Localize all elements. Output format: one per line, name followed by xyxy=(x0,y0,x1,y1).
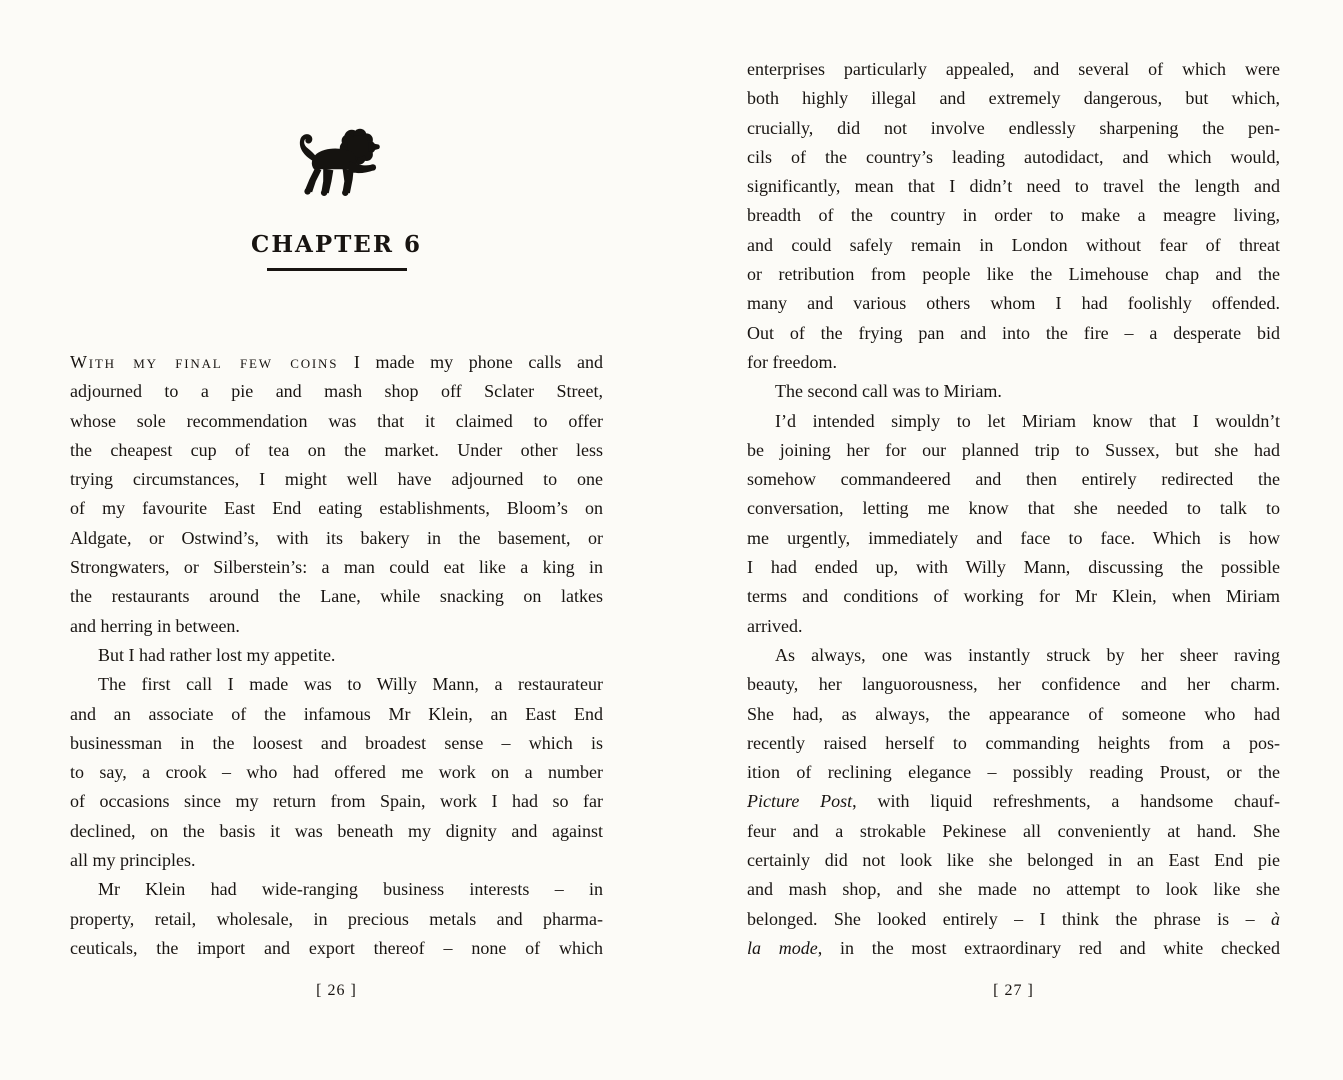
lion-ornament-icon xyxy=(291,124,383,198)
body-text: terms and conditions of working for Mr Klein, when Miriam xyxy=(747,586,1280,607)
smallcaps-opener: With my final few coins xyxy=(70,352,339,372)
body-text: Strongwaters, or Silberstein’s: a man could eat like a king in xyxy=(70,557,603,578)
text-line xyxy=(70,348,603,377)
body-text: Aldgate, or Ostwind’s, with its bakery in the basement, or xyxy=(70,527,603,548)
body-text: and an associate of the infamous Mr Klein, an East End xyxy=(70,703,603,724)
text-line xyxy=(747,670,1280,699)
body-text: the restaurants around the Lane, while snacking on latkes xyxy=(70,586,603,607)
body-text: I made my phone calls and xyxy=(338,352,603,372)
body-text: somehow commandeered and then entirely redirected the xyxy=(747,469,1280,490)
text-line xyxy=(747,524,1280,553)
body-text: The second call was to Miriam. xyxy=(775,381,1002,402)
page-left xyxy=(70,0,603,1080)
body-text: certainly did not look like she belonged in an East End pie xyxy=(747,850,1280,871)
text-line xyxy=(747,55,1280,84)
body-text: ition of reclining elegance – possibly reading Proust, or the xyxy=(747,762,1280,783)
body-text: both highly illegal and extremely dangerous, but which, xyxy=(747,88,1280,109)
text-line xyxy=(70,729,603,758)
body-text: belonged. She looked entirely – I think the phrase is – xyxy=(747,908,1271,929)
body-text: be joining her for our planned trip to Sussex, but she had xyxy=(747,439,1280,460)
body-text: She had, as always, the appearance of someone who had xyxy=(747,703,1280,724)
body-text: , with liquid refreshments, a handsome chauf- xyxy=(852,791,1280,812)
text-line xyxy=(747,641,1280,670)
text-line xyxy=(747,700,1280,729)
body-text: recently raised herself to commanding heights from a pos- xyxy=(747,732,1280,753)
body-text: of my favourite East End eating establishments, Bloom’s on xyxy=(70,498,603,519)
text-line xyxy=(70,465,603,494)
text-line xyxy=(747,114,1280,143)
text-line xyxy=(747,494,1280,523)
body-text: the cheapest cup of tea on the market. Under other less xyxy=(70,439,603,460)
text-line xyxy=(70,407,603,436)
body-text: or retribution from people like the Limehouse chap and the xyxy=(747,264,1280,285)
text-line xyxy=(747,143,1280,172)
text-line xyxy=(70,758,603,787)
text-line xyxy=(747,436,1280,465)
chapter-heading: CHAPTER 6 xyxy=(251,231,422,258)
text-line xyxy=(747,787,1280,816)
text-line xyxy=(70,377,603,406)
body-text: all my principles. xyxy=(70,850,196,871)
text-line xyxy=(70,875,603,904)
body-text: and could safely remain in London without fear of threat xyxy=(747,234,1280,255)
body-text: Mr Klein had wide-ranging business interests – in xyxy=(98,879,603,900)
body-text: significantly, mean that I didn’t need to travel the length and xyxy=(747,176,1280,197)
body-text: , in the most extraordinary red and white checked xyxy=(817,937,1280,958)
italic-text: la mode xyxy=(747,937,818,958)
text-line xyxy=(70,846,603,875)
text-line xyxy=(70,612,603,641)
text-line xyxy=(747,934,1280,963)
body-text: As always, one was instantly struck by her sheer raving xyxy=(775,644,1280,665)
page-number-right: [ 27 ] xyxy=(993,982,1034,999)
text-line xyxy=(70,524,603,553)
page-right xyxy=(747,0,1280,1080)
body-text: of occasions since my return from Spain, work I had so far xyxy=(70,791,603,812)
text-line xyxy=(747,348,1280,377)
body-text: whose sole recommendation was that it claimed to offer xyxy=(70,410,603,431)
text-line xyxy=(747,553,1280,582)
text-line xyxy=(747,465,1280,494)
body-text: crucially, did not involve endlessly sharpening the pen- xyxy=(747,117,1280,138)
text-line xyxy=(70,641,603,670)
text-line xyxy=(747,875,1280,904)
body-text: arrived. xyxy=(747,615,803,636)
body-text: enterprises particularly appealed, and several of which were xyxy=(747,59,1280,79)
chapter-heading-rule xyxy=(267,268,407,271)
body-text: trying circumstances, I might well have adjourned to one xyxy=(70,469,603,490)
text-line xyxy=(747,846,1280,875)
body-text: property, retail, wholesale, in precious metals and pharma- xyxy=(70,908,603,929)
body-text: declined, on the basis it was beneath my dignity and against xyxy=(70,820,603,841)
text-line xyxy=(70,494,603,523)
text-line xyxy=(70,934,603,963)
body-text: The first call I made was to Willy Mann, a restaurateur xyxy=(98,674,603,695)
text-line xyxy=(70,817,603,846)
text-line xyxy=(747,231,1280,260)
body-text: But I had rather lost my appetite. xyxy=(98,644,336,665)
page-number-left: [ 26 ] xyxy=(316,982,357,999)
text-line xyxy=(747,612,1280,641)
text-line xyxy=(747,289,1280,318)
text-line xyxy=(747,729,1280,758)
text-line xyxy=(70,553,603,582)
body-text: many and various others whom I had foolishly offended. xyxy=(747,293,1280,314)
text-line xyxy=(70,787,603,816)
body-text: to say, a crook – who had offered me work on a number xyxy=(70,762,603,783)
text-line xyxy=(747,817,1280,846)
text-line xyxy=(747,260,1280,289)
italic-text: à xyxy=(1271,908,1280,929)
body-text: me urgently, immediately and face to face. Which is how xyxy=(747,527,1280,548)
text-line xyxy=(747,377,1280,406)
text-line xyxy=(70,670,603,699)
text-line xyxy=(747,84,1280,113)
text-line xyxy=(70,436,603,465)
body-text: Out of the frying pan and into the fire – a desperate bid xyxy=(747,322,1280,343)
text-line xyxy=(747,582,1280,611)
body-text: conversation, letting me know that she needed to talk to xyxy=(747,498,1280,519)
text-line xyxy=(747,758,1280,787)
body-text: I’d intended simply to let Miriam know that I wouldn’t xyxy=(775,410,1280,431)
left-page-text xyxy=(70,348,603,963)
body-text: for freedom. xyxy=(747,351,837,372)
text-line xyxy=(747,319,1280,348)
text-line xyxy=(747,407,1280,436)
right-page-text xyxy=(747,55,1280,963)
text-line xyxy=(747,172,1280,201)
body-text: ceuticals, the import and export thereof – none of which xyxy=(70,937,603,958)
body-text: and mash shop, and she made no attempt to look like she xyxy=(747,879,1280,900)
body-text: cils of the country’s leading autodidact, and which would, xyxy=(747,146,1280,167)
italic-text: Picture Post xyxy=(747,791,853,812)
body-text: businessman in the loosest and broadest sense – which is xyxy=(70,732,603,753)
body-text: breadth of the country in order to make a meagre living, xyxy=(747,205,1280,226)
body-text: feur and a strokable Pekinese all conveniently at hand. She xyxy=(747,820,1280,841)
body-text: and herring in between. xyxy=(70,615,240,636)
body-text: I had ended up, with Willy Mann, discussing the possible xyxy=(747,557,1280,578)
text-line xyxy=(747,201,1280,230)
text-line xyxy=(747,905,1280,934)
body-text: beauty, her languorousness, her confidence and her charm. xyxy=(747,674,1280,695)
text-line xyxy=(70,700,603,729)
text-line xyxy=(70,905,603,934)
text-line xyxy=(70,582,603,611)
body-text: adjourned to a pie and mash shop off Sclater Street, xyxy=(70,381,603,402)
